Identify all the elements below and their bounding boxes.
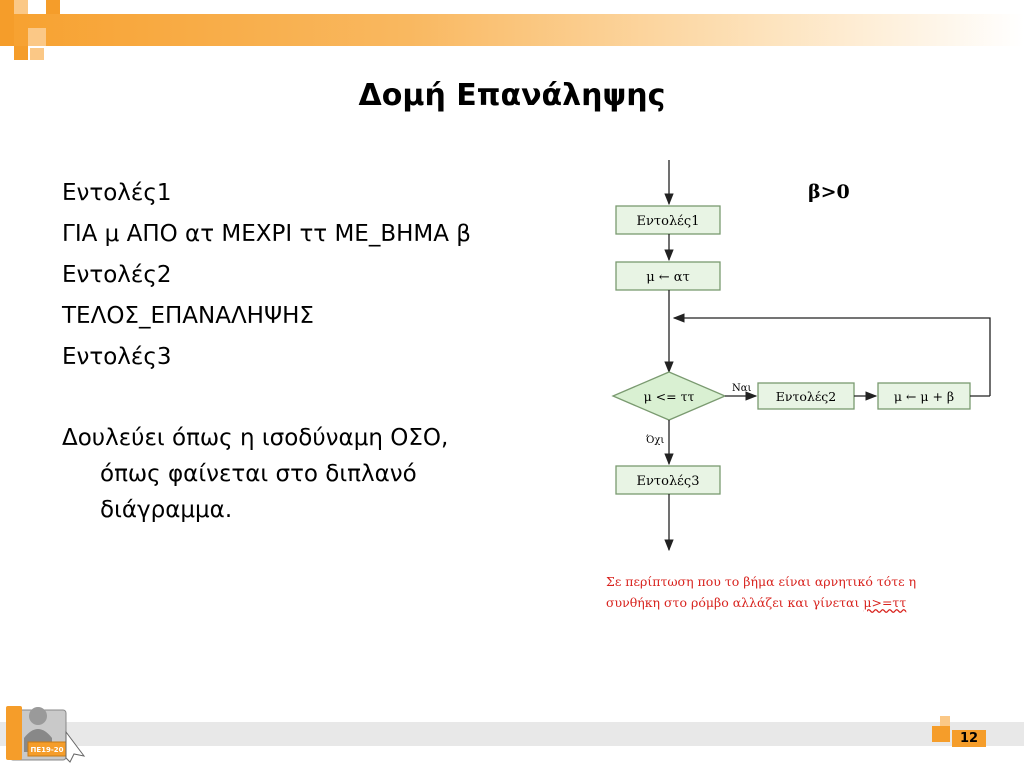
process-label: Εντολές1 [636, 214, 700, 229]
flowchart [598, 160, 1008, 620]
logo-text: ΠΕ19-20 [30, 746, 64, 754]
explanation-line: Δουλεύει όπως η ισοδύναμη ΟΣΟ, [62, 425, 449, 451]
slide-title: Δομή Επανάληψης [358, 78, 666, 113]
header-deco-square [46, 0, 60, 14]
no-label: Όχι [646, 435, 665, 446]
code-line: Εντολές1 [62, 180, 172, 206]
process-label: μ ← ατ [646, 270, 690, 285]
note-line [606, 592, 1006, 613]
header-gradient-bar [0, 14, 1024, 46]
header-deco-square [0, 0, 14, 14]
page-number: 12 [952, 730, 986, 747]
explanation-line: διάγραμμα. [100, 497, 233, 523]
footer-bar [0, 722, 1024, 746]
code-line: Εντολές2 [62, 262, 172, 288]
note-line: Σε περίπτωση που το βήμα είναι αρνητικό τότε η [606, 574, 917, 589]
explanation-line: όπως φαίνεται στο διπλανό [100, 461, 417, 487]
page-deco-square [932, 726, 950, 742]
header-deco-square [14, 0, 28, 14]
page-deco-square [940, 716, 950, 726]
yes-label: Ναι [732, 383, 752, 394]
note-line-text: συνθήκη στο ρόμβο αλλάζει και γίνεται [606, 595, 864, 610]
process-label: μ ← μ + β [893, 389, 955, 404]
code-line: ΤΕΛΟΣ_ΕΠΑΝΑΛΗΨΗΣ [62, 303, 314, 329]
process-label: Εντολές3 [636, 474, 700, 489]
note-condition: μ>=ττ [863, 595, 907, 610]
header-deco-square [14, 46, 28, 60]
header-deco-square [30, 48, 44, 60]
negative-step-note [606, 571, 1006, 613]
pseudocode-block [62, 173, 592, 378]
course-logo [4, 698, 86, 764]
condition-label: β>0 [808, 181, 850, 203]
header-deco-square [0, 14, 14, 46]
code-line: Εντολές3 [62, 344, 172, 370]
code-line: ΓΙΑ μ ΑΠΟ ατ ΜΕΧΡΙ ττ ΜΕ_ΒΗΜΑ β [62, 221, 471, 247]
header-deco-square [28, 28, 46, 46]
process-label: Εντολές2 [775, 389, 837, 404]
explanation-paragraph [62, 420, 582, 528]
decision-label: μ <= ττ [643, 389, 695, 404]
